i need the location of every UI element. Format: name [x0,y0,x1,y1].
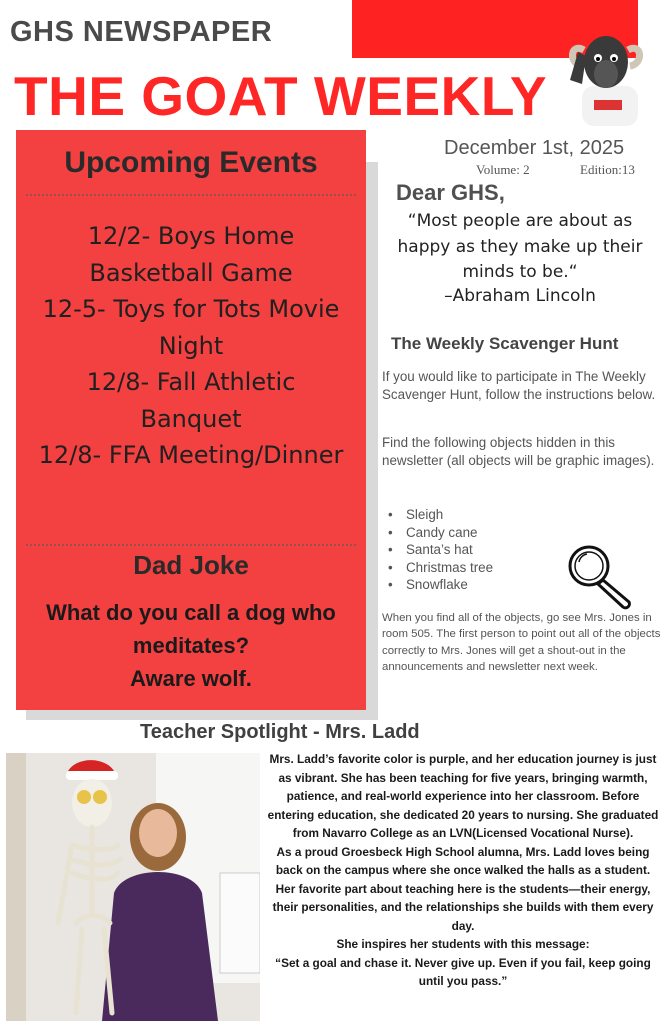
list-item: • Santa’s hat [388,541,493,559]
list-item: • Snowflake [388,576,493,594]
teacher-photo [6,753,260,1021]
quote-author: –Abraham Lincoln [444,286,596,306]
issue-date: December 1st, 2025 [444,137,625,159]
magnifying-glass-icon [565,544,637,610]
letter-greeting: Dear GHS, [396,180,505,205]
events-heading: Upcoming Events [64,146,318,179]
spotlight-paragraph: “Set a goal and chase it. Never give up. Even if you fail, keep going until you pass.” [275,955,651,988]
spotlight-paragraph: Mrs. Ladd’s favorite color is purple, and her education journey is just as vibrant. She has been teaching for five years, bringing warmth, patience, and real-world experience into her classroom. Before entering education, she dedicated 20 years to nursing. She graduated from Navarro College as an LVN(Licensed Vocational Nurse). [267,752,659,840]
list-item: • Candy cane [388,524,493,542]
goat-mascot-image [560,22,650,126]
event-item: 12/2- Boys Home Basketball Game [87,222,295,287]
spotlight-heading: Teacher Spotlight - Mrs. Ladd [140,721,420,743]
list-item: • Christmas tree [388,559,493,577]
letter-quote: “Most people are about as happy as they make up their minds to be.“ [397,211,643,282]
scavenger-hunt-intro: If you would like to participate in The Weekly Scavenger Hunt, follow the instructions below. [382,369,656,402]
events-box [16,130,366,710]
spotlight-body [266,750,660,991]
events-divider [26,194,356,196]
scavenger-hunt-list [388,506,493,594]
paper-title: THE GOAT WEEKLY [14,65,548,127]
dadjoke-answer: Aware wolf. [130,666,252,691]
spotlight-paragraph: She inspires her students with this message: [336,937,590,951]
list-item: • Sleigh [388,506,493,524]
paper-name: GHS NEWSPAPER [10,16,273,48]
issue-volume: Volume: 2 [476,162,530,177]
scavenger-hunt-heading: The Weekly Scavenger Hunt [391,334,619,353]
event-item: 12/8- FFA Meeting/Dinner [38,441,344,469]
spotlight-paragraph: As a proud Groesbeck High School alumna, Mrs. Ladd loves being back on the campus where she once walked the halls as a student. Her favorite part about teaching here is the students—their energy, their personalities, and the relationships she builds with them every day. [272,844,654,933]
events-list [16,218,366,474]
issue-edition: Edition:13 [580,162,635,177]
dadjoke-heading: Dad Joke [133,550,249,580]
event-item: 12-5- Toys for Tots Movie Night [42,295,340,360]
event-item: 12/8- Fall Athletic Banquet [86,368,296,433]
dadjoke-question: What do you call a dog who meditates? [46,600,336,658]
dadjoke-divider [26,544,356,546]
scavenger-hunt-closing: When you find all of the objects, go see Mrs. Jones in room 505. The first person to point out all of the objects correctly to Mrs. Jones will get a shout-out in the announcements and newsletter next week. [382,612,661,673]
scavenger-hunt-instructions: Find the following objects hidden in this newsletter (all objects will be graphic images). [382,435,655,468]
